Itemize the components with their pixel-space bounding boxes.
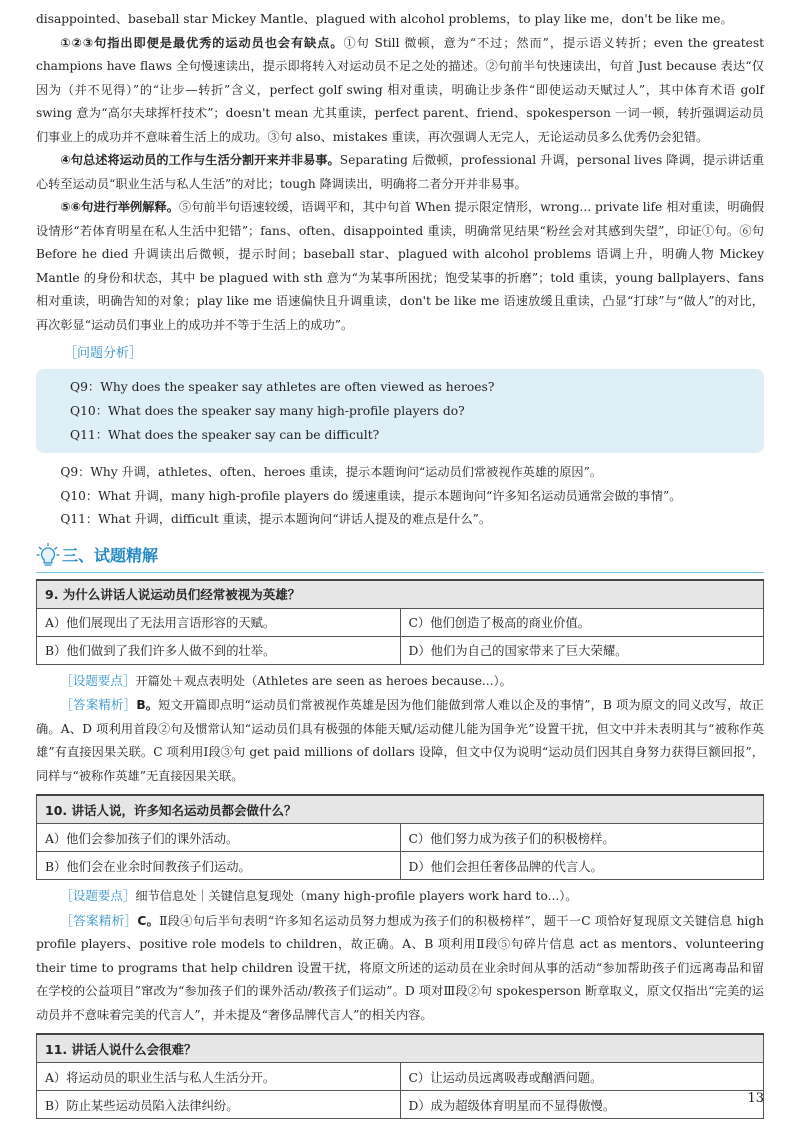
paragraph-1-lead: ①②③句指出即便是最优秀的运动员也会有缺点。 bbox=[60, 35, 344, 50]
design-point-text: 开篇处＋观点表明处（Athletes are seen as heroes because...）。 bbox=[135, 673, 512, 688]
option-d: D）成为超级体育明星而不显得傲慢。 bbox=[400, 1091, 764, 1119]
answer-text: Ⅱ段④句后半句表明“许多知名运动员努力想成为孩子们的积极榜样”，题干一C 项恰好复现原文关键信息 high profile players、positive role models to children，故正确。A、B 项利用Ⅱ段⑤句碎片信息 act as mentors、volunteering their time to programs that help children 设置干扰，将原文所述的运动员在业余时间从事的活动“参加帮助孩子们远离毒品和留在学校的公益项目”窜改为“参加孩子们的课外活动/教孩子们运动”。D 项对Ⅲ段②句 spokesperson 断章取义，原文仅指出“完美的运动员并不意味着完美的代言人”，并未提及“奢侈品牌代言人”的相关内容。 bbox=[36, 913, 764, 1022]
paragraph-1 bbox=[36, 32, 764, 150]
question-stem: 10. 讲话人说，许多知名运动员都会做什么？ bbox=[37, 795, 764, 824]
paragraph-1-text: ①句 Still 微顿，意为“不过；然而”，提示语义转折；even the greatest champions have flaws 全句慢速读出，提示即将转入对运动员不足之处的描述。②句前半句快速读出，句首 Just because 表达“仅因为（并不见得）”的“让步—转折”含义，perfect golf swing 相对重读，明确让步条件“即使运动天赋过人”，其中体育术语 golf swing 意为“高尔夫球挥杆技术”；doesn't mean 尤其重读，perfect parent、friend、spokesperson 一词一顿，转折强调运动员们事业上的成功并不意味着生活上的成功。③句 also、mistakes 重读，再次强调人无完人，无论运动员多么优秀仍会犯错。 bbox=[36, 35, 764, 144]
design-point bbox=[36, 884, 764, 909]
paragraph-3-text: ⑤句前半句语速较缓，语调平和，其中句首 When 提示限定情形，wrong... private life 相对重读，明确假设情形“若体育明星在私人生活中犯错”；fans、often、disappointed 重读，明确常见结果“粉丝会对其感到失望”，印证①句。⑥句 Before he died 升调读出后微顿，提示时间；baseball star、plagued with alcohol problems 语调上升，明确人物 Mickey Mantle 的身份和状态，其中 be plagued with sth 意为“为某事所困扰；饱受某事的折磨”；told 重读，young ballplayers、fans 相对重读，明确告知的对象；play like me 语速偏快且升调重读，don't be like me 语速放缓且重读，凸显“打球”与“做人”的对比，再次彰显“运动员们事业上的成功并不等于生活上的成功”。 bbox=[36, 200, 764, 332]
paragraph-3-lead: ⑤⑥句进行举例解释。 bbox=[60, 200, 179, 214]
option-d: D）他们为自己的国家带来了巨大荣耀。 bbox=[400, 636, 764, 664]
analysis-question: Q11：What does the speaker say can be difficult? bbox=[70, 428, 380, 442]
design-point-label: ［设题要点］ bbox=[60, 888, 136, 903]
lightbulb-icon bbox=[36, 542, 60, 572]
design-point bbox=[36, 669, 764, 694]
answer-label: ［答案精析］ bbox=[60, 912, 138, 928]
page-number: 13 bbox=[747, 1091, 764, 1106]
question-analysis-box bbox=[36, 369, 764, 453]
page bbox=[36, 8, 764, 1123]
section-header bbox=[36, 540, 764, 573]
analysis-note: Q9：Why 升调，athletes、often、heroes 重读，提示本题询问“运动员们常被视作英雄的原因”。 bbox=[60, 465, 603, 479]
paragraph-2-text: Separating 后微顿，professional 升调，personal lives 降调，提示讲话重心转至运动员“职业生活与私人生活”的对比；tough 降调读出，明确将二者分开并非易事。 bbox=[36, 153, 765, 191]
question-10-table bbox=[36, 794, 764, 880]
design-point-text: 细节信息处｜关键信息复现处（many high-profile players work hard to...）。 bbox=[135, 889, 578, 903]
design-point-label: ［设题要点］ bbox=[60, 672, 136, 688]
option-c: C）让运动员远离吸毒或酗酒问题。 bbox=[400, 1063, 764, 1091]
option-d: D）他们会担任奢侈品牌的代言人。 bbox=[400, 852, 764, 880]
option-b: B）防止某些运动员陷入法律纠纷。 bbox=[37, 1091, 401, 1119]
option-a: A）将运动员的职业生活与私人生活分开。 bbox=[37, 1063, 401, 1091]
paragraph-3 bbox=[36, 196, 764, 337]
analysis-note: Q10：What 升调，many high-profile players do 缓速重读，提示本题询问“许多知名运动员通常会做的事情”。 bbox=[60, 488, 682, 503]
top-line: disappointed、baseball star Mickey Mantle、plagued with alcohol problems，to play like me，don't be like me。 bbox=[36, 12, 733, 26]
question-stem: 11. 讲话人说什么会很难？ bbox=[37, 1034, 764, 1063]
option-c: C）他们创造了极高的商业价值。 bbox=[400, 608, 764, 636]
question-11-table bbox=[36, 1033, 764, 1119]
analysis-note: Q11：What 升调，difficult 重读，提示本题询问“讲话人提及的难点是什么”。 bbox=[60, 512, 492, 526]
answer-key: B。 bbox=[136, 698, 159, 712]
option-a: A）他们会参加孩子们的课外活动。 bbox=[37, 824, 401, 852]
answer-text: 短文开篇即点明“运动员们常被视作英雄是因为他们能做到常人难以企及的事情”，B 项为原文的同义改写，故正确。A、D 项利用首段②句及惯常认知“运动员们具有极强的体能天赋/运动健儿能为国争光”设置干扰，但文中并未表明其与“被称作英雄”有直接因果关联。C 项利用Ⅰ段③句 get paid millions of dollars 设障，但文中仅为说明“运动员们因其自身努力获得巨额回报”，同样与“被称作英雄”无直接因果关联。 bbox=[36, 698, 764, 783]
option-b: B）他们做到了我们许多人做不到的壮举。 bbox=[37, 636, 401, 664]
option-a: A）他们展现出了无法用言语形容的天赋。 bbox=[37, 608, 401, 636]
analysis-question: Q9：Why does the speaker say athletes are often viewed as heroes? bbox=[70, 380, 495, 394]
paragraph-2-lead: ④句总述将运动员的工作与生活分割开来并非易事。 bbox=[60, 153, 340, 167]
section-title: 三、试题精解 bbox=[62, 545, 159, 565]
analysis-label: ［问题分析］ bbox=[64, 346, 143, 361]
answer-analysis bbox=[36, 909, 764, 1028]
answer-key: C。 bbox=[137, 913, 160, 928]
option-c: C）他们努力成为孩子们的积极榜样。 bbox=[400, 824, 764, 852]
answer-analysis bbox=[36, 693, 764, 788]
question-9-table bbox=[36, 579, 764, 665]
answer-label: ［答案精析］ bbox=[60, 697, 137, 712]
option-b: B）他们会在业余时间教孩子们运动。 bbox=[37, 852, 401, 880]
question-stem: 9. 为什么讲话人说运动员们经常被视为英雄？ bbox=[37, 580, 764, 609]
paragraph-2 bbox=[36, 149, 764, 196]
analysis-question: Q10：What does the speaker say many high-profile players do? bbox=[70, 404, 465, 418]
